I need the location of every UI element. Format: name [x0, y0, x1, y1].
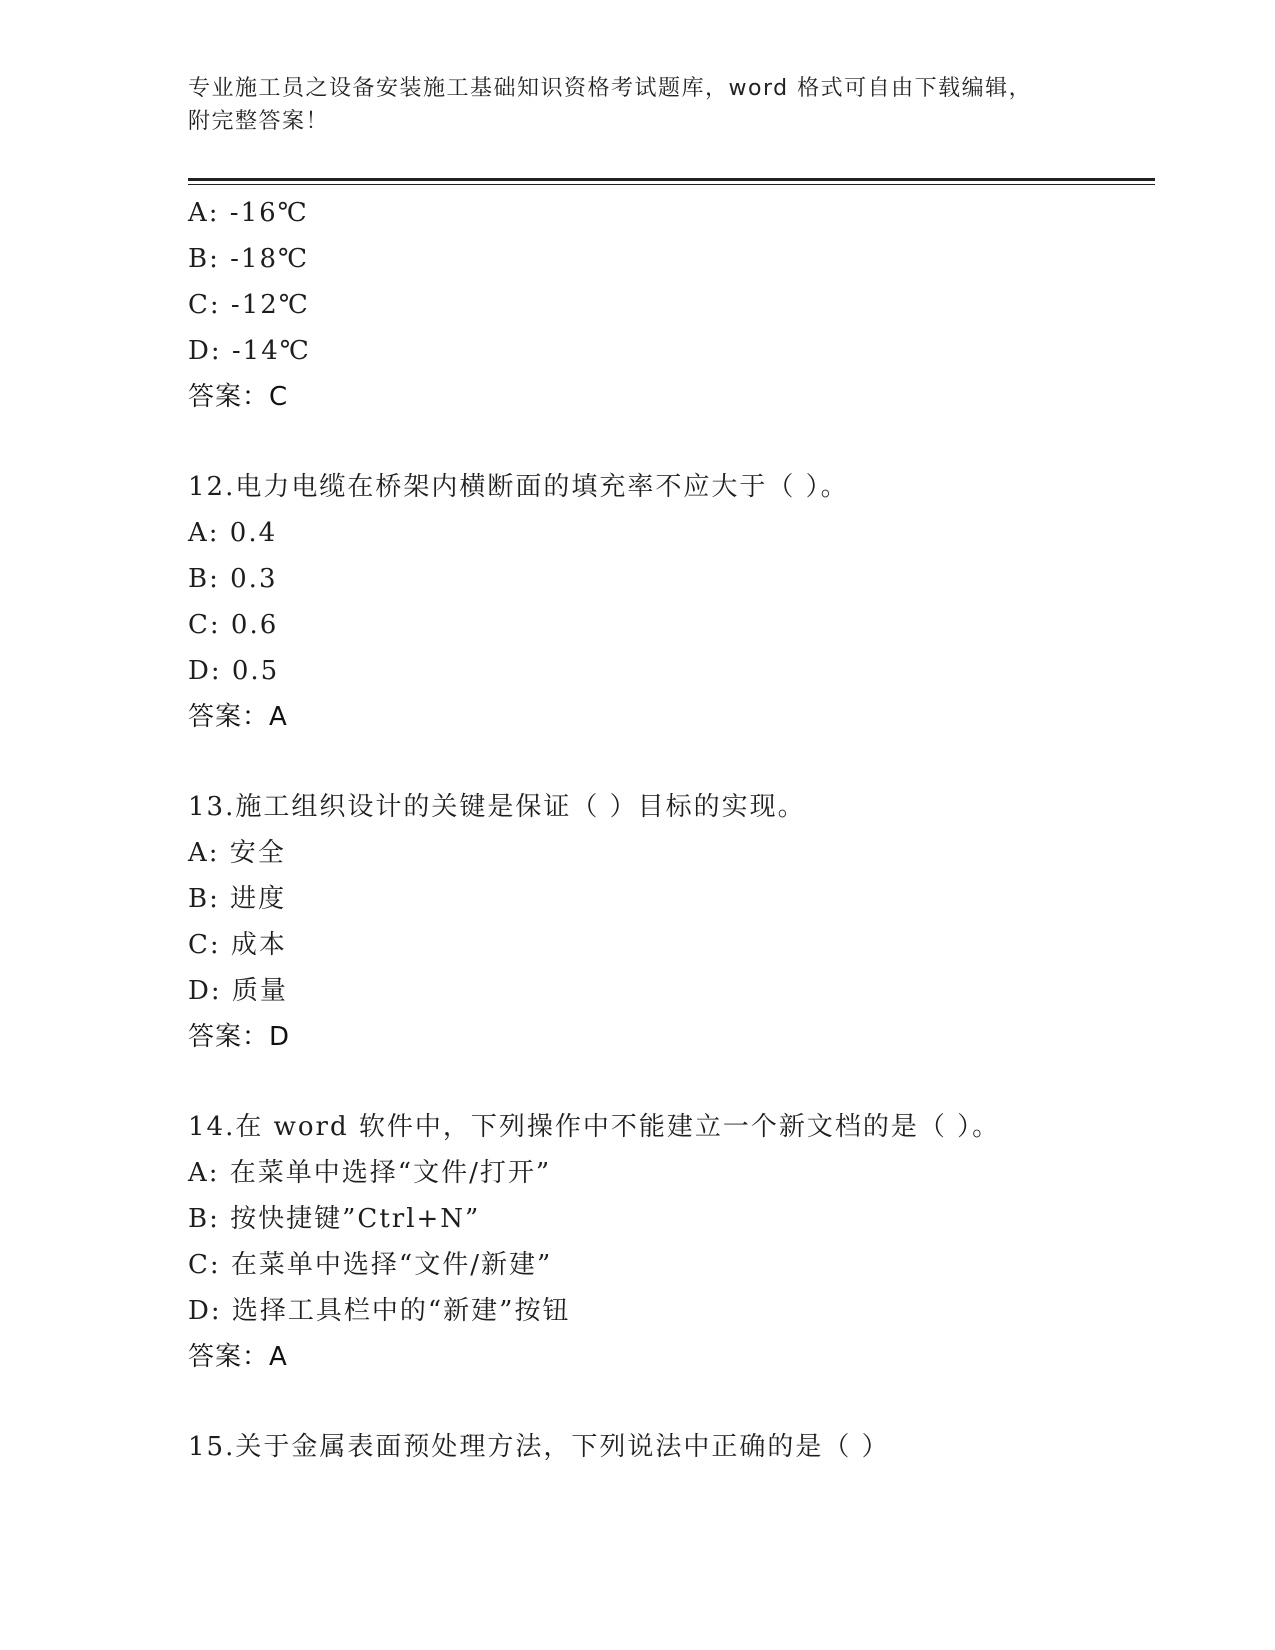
header-divider-thick	[188, 178, 1155, 181]
option-d: D: 质量	[188, 976, 288, 1006]
spacer	[188, 1380, 1148, 1424]
option-b: B: 进度	[188, 884, 287, 914]
option-d: D: 0.5	[188, 656, 280, 686]
spacer	[188, 740, 1148, 784]
question-text: 15.关于金属表面预处理方法，下列说法中正确的是（ ）	[188, 1432, 890, 1462]
answer: 答案：A	[188, 1342, 288, 1372]
option-a: A: 在菜单中选择“文件/打开”	[188, 1158, 552, 1188]
spacer	[188, 420, 1148, 464]
document-header	[188, 72, 1088, 138]
option-c: C: -12℃	[188, 290, 310, 320]
answer: 答案：C	[188, 382, 289, 412]
option-a: A: -16℃	[188, 198, 309, 228]
question-14	[188, 1104, 1148, 1380]
question-list	[188, 190, 1148, 1470]
answer: 答案：A	[188, 702, 288, 732]
option-d: D: -14℃	[188, 336, 311, 366]
spacer	[188, 1060, 1148, 1104]
option-b: B: -18℃	[188, 244, 310, 274]
question-text: 14.在 word 软件中，下列操作中不能建立一个新文档的是（ ）。	[188, 1112, 1001, 1142]
option-d: D: 选择工具栏中的“新建”按钮	[188, 1296, 571, 1326]
option-c: C: 0.6	[188, 610, 279, 640]
question-text: 12.电力电缆在桥架内横断面的填充率不应大于（ ）。	[188, 472, 849, 502]
answer: 答案：D	[188, 1022, 291, 1052]
option-a: A: 安全	[188, 838, 286, 868]
option-b: B: 0.3	[188, 564, 278, 594]
question-15	[188, 1424, 1148, 1470]
question-13	[188, 784, 1148, 1060]
header-divider-thin	[188, 184, 1155, 185]
option-c: C: 在菜单中选择“文件/新建”	[188, 1250, 553, 1280]
option-b: B: 按快捷键”Ctrl+N”	[188, 1204, 481, 1234]
header-line-2: 附完整答案！	[188, 109, 330, 134]
option-c: C: 成本	[188, 930, 287, 960]
option-a: A: 0.4	[188, 518, 278, 548]
header-line-1: 专业施工员之设备安装施工基础知识资格考试题库，word 格式可自由下载编辑，	[188, 76, 1033, 101]
question-12	[188, 464, 1148, 740]
question-11	[188, 190, 1148, 420]
question-text: 13.施工组织设计的关键是保证（ ）目标的实现。	[188, 792, 806, 822]
